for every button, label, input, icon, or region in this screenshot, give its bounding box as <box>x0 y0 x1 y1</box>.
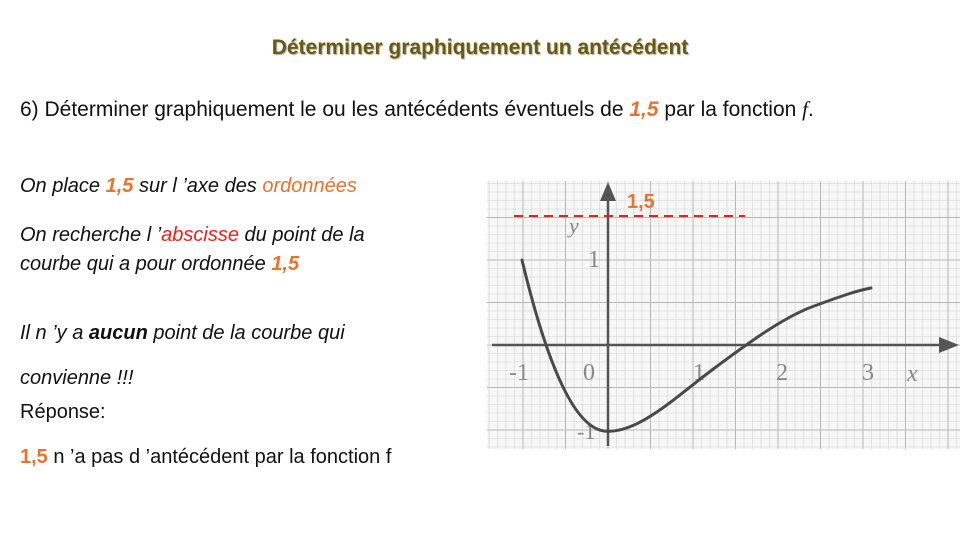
slide-title: Déterminer graphiquement un antécédent <box>271 36 689 59</box>
function-name: f <box>802 97 809 121</box>
step3-middle: point de la courbe qui <box>147 322 345 344</box>
step-2-line-1 <box>20 224 365 247</box>
answer-sentence: n ’a pas d ’antécédent par la fonction f <box>47 446 392 468</box>
x-tick-1: 1 <box>693 360 705 386</box>
step1-value: 1,5 <box>105 175 134 197</box>
answer-value: 1,5 <box>20 446 48 468</box>
step2-value: 1,5 <box>271 253 300 275</box>
x-tick-3: 3 <box>862 360 874 386</box>
x-tick-minus-1: -1 <box>509 360 529 386</box>
step-3-line-2 <box>20 367 133 390</box>
y-axis-label: y <box>569 213 579 238</box>
question-value: 1,5 <box>629 98 659 121</box>
function-graph <box>487 181 960 449</box>
step1-axis: ordonnées <box>262 175 357 197</box>
x-axis-label: x <box>907 361 918 387</box>
step3-keyword: aucun <box>88 322 148 344</box>
x-tick-0: 0 <box>583 360 595 386</box>
answer-label: Réponse: <box>20 401 106 423</box>
y-tick-1: 1 <box>588 247 600 273</box>
dashed-line-label: 1,5 <box>627 191 655 213</box>
question-suffix: . <box>808 98 814 121</box>
step2-line2: courbe qui a pour ordonnée <box>20 253 272 275</box>
y-tick-minus-1: -1 <box>577 419 596 444</box>
question-prefix: 6) Déterminer graphiquement le ou les antécédents éventuels de <box>20 98 630 121</box>
step1-middle: sur l ’axe des <box>133 175 263 197</box>
step1-prefix: On place <box>20 175 106 197</box>
question-text <box>20 97 814 122</box>
graph-paper <box>487 181 960 449</box>
step-3-line-1 <box>20 322 345 345</box>
step3-prefix: Il n ’y a <box>20 322 89 344</box>
step-1 <box>20 175 357 198</box>
step2-keyword: abscisse <box>161 224 239 246</box>
step2-middle: du point de la <box>238 224 365 246</box>
step2-prefix: On recherche l ’ <box>20 224 162 246</box>
question-middle: par la fonction <box>658 98 803 121</box>
answer-text <box>20 446 391 469</box>
step-2-line-2 <box>20 253 299 276</box>
x-tick-2: 2 <box>776 360 788 386</box>
step3-line2: convienne !!! <box>20 367 134 389</box>
